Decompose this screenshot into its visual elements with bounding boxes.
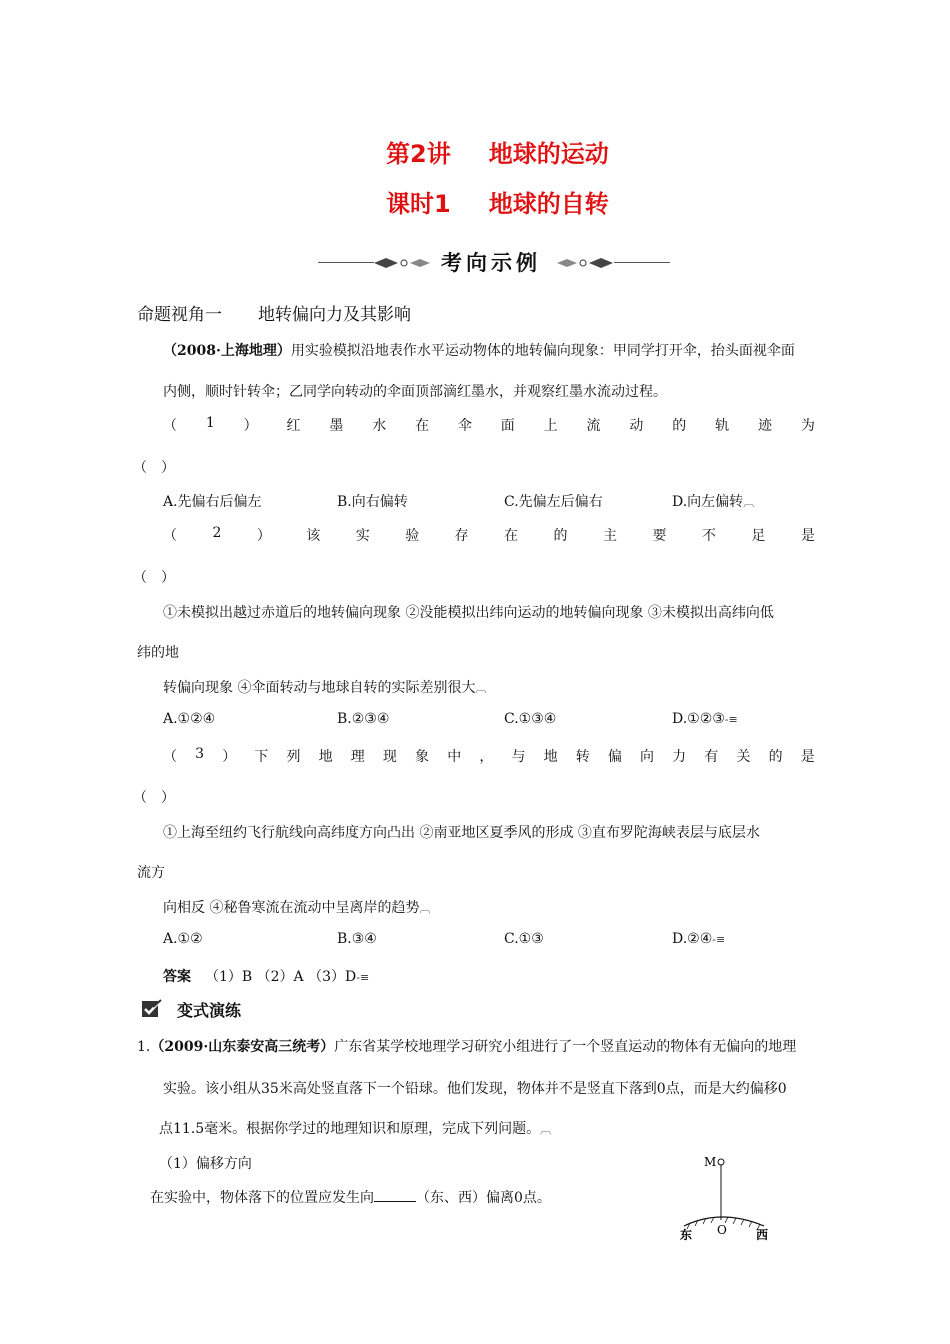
lecture-title (386, 134, 609, 169)
edit-mark-icon: -≡ (724, 713, 738, 726)
stem-char: 向 (640, 749, 655, 765)
answer-line (163, 966, 369, 986)
left-ornament-icon (372, 255, 434, 271)
answer-text: （1）B （2）A （3）D (205, 969, 357, 985)
stem-char: 地 (318, 749, 333, 765)
stem-char: 的 (553, 528, 568, 544)
stem-char: 验 (405, 528, 420, 544)
right-ornament-icon (553, 255, 615, 271)
stem-char: 为 (800, 418, 815, 434)
q3-option-d: D.②④-≡ (672, 931, 726, 947)
q1-option-c: C.先偏左后偏右 (504, 494, 603, 510)
practice-sub1-text: 在实验中，物体落下的位置应发生向 （东、西）偏离0点。 (150, 1190, 551, 1206)
question-stem-line1: （2008·上海地理）用实验模拟沿地表作水平运动物体的地转偏向现象：甲同学打开伞，抬头面视伞面 (163, 343, 795, 359)
stem-char: 水 (372, 418, 387, 434)
q2-option-a: A.①②④ (163, 711, 216, 727)
q2-answer-parens: （ ） (133, 570, 175, 586)
stem-char: 在 (504, 528, 519, 544)
section-header-text: 考向示例 (441, 251, 541, 275)
q2-items-line1: ①未模拟出越过赤道后的地转偏向现象 ②没能模拟出纬向运动的地转偏向现象 ③未模拟出高纬向低 (163, 605, 774, 621)
lecture-number: 第2讲 (386, 140, 451, 168)
stem-char: ， (479, 749, 494, 765)
q1-option-b: B.向右偏转 (337, 494, 408, 510)
stem-char: 存 (454, 528, 469, 544)
q2-option-b: B.②③④ (337, 711, 390, 727)
answer-blank[interactable] (374, 1189, 416, 1202)
q2-option-c: C.①③④ (504, 711, 557, 727)
q3-option-a: A.①② (163, 931, 203, 947)
q3-items-line2: 流方 (137, 865, 165, 881)
edit-mark-icon: -≡ (712, 933, 726, 946)
practice-line2: 实验。该小组从35米高处竖直落下一个铅球。他们发现，物体并不是竖直下落到0点，而是大约偏移0 (163, 1081, 787, 1097)
stem-char: 的 (672, 418, 687, 434)
stem-char: 动 (629, 418, 644, 434)
stem-char: 不 (701, 528, 716, 544)
q1-stem (163, 415, 815, 435)
q3-items-line3: 向相反 ④秘鲁寒流在流动中呈离岸的趋势︹ (163, 900, 431, 916)
answer-label: 答案 (163, 969, 191, 985)
question-source: （2008·上海地理） (163, 343, 291, 359)
stem-char: 要 (652, 528, 667, 544)
stem-char: 是 (800, 528, 815, 544)
q3-stem (163, 746, 815, 766)
angle-label: 命题视角一 (137, 305, 222, 325)
stem-char: 3 (195, 746, 205, 762)
stem-char: 流 (586, 418, 601, 434)
stem-char: 偏 (607, 749, 622, 765)
q3-answer-parens: （ ） (133, 790, 175, 806)
stem-char: 地 (543, 749, 558, 765)
stem-char: 红 (286, 418, 301, 434)
practice-sub1: （1）偏移方向 (159, 1156, 252, 1172)
q1-option-d: D.向左偏转︹ (672, 494, 755, 510)
stem-char: 足 (751, 528, 766, 544)
practice-source: （2009·山东泰安高三统考） (150, 1039, 335, 1055)
q3-items-line1: ①上海至纽约飞行航线向高纬度方向凸出 ②南亚地区夏季风的形成 ③直布罗陀海峡表层与底层水 (163, 825, 760, 841)
stem-char: 转 (575, 749, 590, 765)
lesson-title (386, 184, 609, 219)
q2-items-line2: 纬的地 (137, 645, 179, 661)
stem-char: 主 (603, 528, 617, 544)
stem-char: 面 (500, 418, 515, 434)
stem-char: ） (222, 749, 237, 765)
stem-char: 在 (415, 418, 430, 434)
q2-items-line3: 转偏向现象 ④伞面转动与地球自转的实际差别很大︹ (163, 680, 487, 696)
question-stem-line2: 内侧，顺时针转伞；乙同学向转动的伞面顶部滴红墨水，并观察红墨水流动过程。 (163, 384, 667, 400)
stem-char: 上 (543, 418, 558, 434)
lesson-topic: 地球的自转 (488, 190, 609, 218)
deflection-figure (676, 1150, 776, 1244)
angle-topic: 地转偏向力及其影响 (258, 305, 411, 325)
stem-char: 迹 (757, 418, 772, 434)
stem-char: 理 (350, 749, 365, 765)
practice-line1: 1.（2009·山东泰安高三统考）广东省某学校地理学习研究小组进行了一个竖直运动的物体有无偏向的地理 (137, 1039, 797, 1055)
q1-answer-parens: （ ） (133, 460, 175, 476)
edit-mark-icon: -≡ (356, 971, 370, 984)
stem-char: 力 (672, 749, 687, 765)
q3-option-b: B.③④ (337, 931, 377, 947)
lesson-number: 课时1 (386, 190, 451, 218)
figure-label-o: O (717, 1223, 727, 1237)
stem-char: 有 (704, 749, 719, 765)
stem-char: 象 (415, 749, 430, 765)
stem-char: （ (163, 749, 177, 765)
stem-char: 伞 (457, 418, 472, 434)
stem-char: 实 (355, 528, 370, 544)
stem-char: （ (163, 528, 177, 544)
edit-mark-icon: ︹ (540, 1123, 552, 1136)
q2-stem (163, 525, 815, 545)
angle-heading (137, 300, 411, 325)
stem-char: 轨 (715, 418, 730, 434)
edit-mark-icon: ︹ (743, 496, 755, 509)
stem-char: 中 (447, 749, 462, 765)
edit-mark-icon: ︹ (475, 682, 487, 695)
stem-char: 是 (800, 749, 815, 765)
stem-char: 的 (768, 749, 783, 765)
stem-char: 现 (382, 749, 397, 765)
point-m-icon (718, 1159, 724, 1165)
header-left-rule (318, 262, 374, 263)
q1-option-a: A.先偏右后偏左 (163, 494, 262, 510)
stem-char: 2 (212, 525, 222, 541)
stem-char: ） (243, 418, 258, 434)
figure-label-east: 东 (680, 1228, 693, 1242)
edit-mark-icon: ︹ (419, 902, 431, 915)
stem-char: 与 (511, 749, 526, 765)
stem-char: 关 (736, 749, 751, 765)
stem-char: 下 (254, 749, 269, 765)
stem-char: 该 (306, 528, 321, 544)
figure-label-west: 西 (756, 1228, 769, 1242)
stem-char: 墨 (329, 418, 344, 434)
practice-heading-text: 变式演练 (177, 1001, 242, 1020)
q2-option-d: D.①②③-≡ (672, 711, 738, 727)
practice-line3: 点11.5毫米。根据你学过的地理知识和原理，完成下列问题。︹ (159, 1121, 552, 1137)
figure-label-m: M (704, 1155, 717, 1169)
q3-option-c: C.①③ (504, 931, 544, 947)
lecture-topic: 地球的运动 (488, 140, 609, 168)
stem-char: 1 (205, 415, 215, 431)
checkbox-icon (141, 998, 163, 1018)
stem-char: ） (256, 528, 271, 544)
stem-char: （ (163, 418, 177, 434)
header-right-rule (614, 262, 670, 263)
practice-item-number: 1. (137, 1039, 151, 1055)
stem-char: 列 (286, 749, 301, 765)
